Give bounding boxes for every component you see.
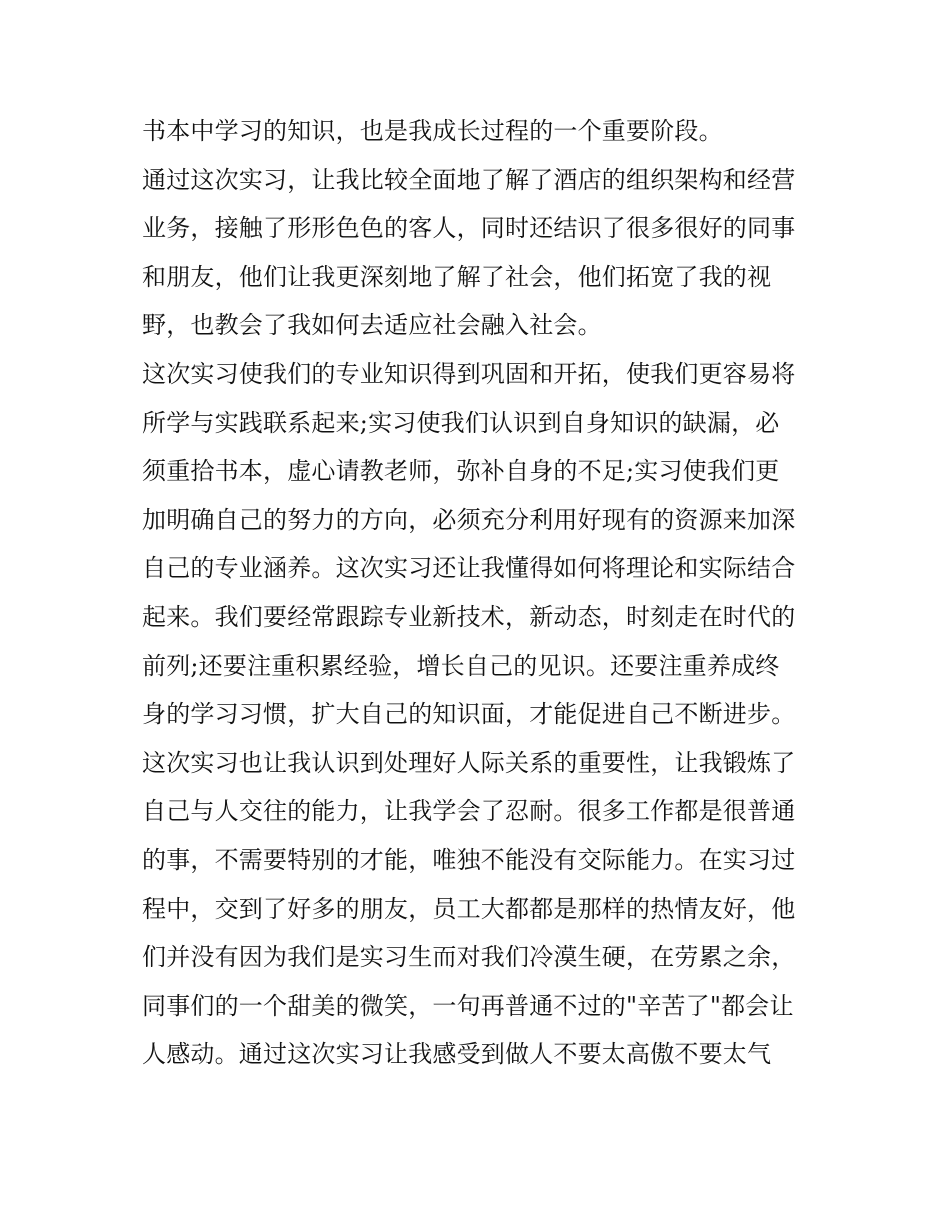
text-line: 同事们的一个甜美的微笑，一句再普通不过的"辛苦了"都会让 <box>142 991 794 1020</box>
text-line: 这次实习也让我认识到处理好人际关系的重要性，让我锻炼了 <box>142 748 796 777</box>
text-line: 自己的专业涵养。这次实习还让我懂得如何将理论和实际结合 <box>142 554 796 583</box>
text-line: 须重拾书本，虚心请教老师，弥补自身的不足;实习使我们更 <box>142 457 780 486</box>
text-line: 自己与人交往的能力，让我学会了忍耐。很多工作都是很普通 <box>142 797 796 826</box>
text-line: 程中，交到了好多的朋友，员工大都都是那样的热情友好，他 <box>142 894 796 923</box>
text-line: 的事，不需要特别的才能，唯独不能没有交际能力。在实习过 <box>142 845 796 874</box>
text-line: 加明确自己的努力的方向，必须充分利用好现有的资源来加深 <box>142 505 796 534</box>
text-line: 们并没有因为我们是实习生而对我们冷漠生硬，在劳累之余， <box>142 943 796 972</box>
text-line: 所学与实践联系起来;实习使我们认识到自身知识的缺漏，必 <box>142 408 780 437</box>
text-line: 业务，接触了形形色色的客人，同时还结识了很多很好的同事 <box>142 214 796 243</box>
text-line: 前列;还要注重积累经验，增长自己的见识。还要注重养成终 <box>142 651 780 680</box>
text-line: 这次实习使我们的专业知识得到巩固和开拓，使我们更容易将 <box>142 359 796 388</box>
text-line: 起来。我们要经常跟踪专业新技术，新动态，时刻走在时代的 <box>142 602 796 631</box>
body-text <box>142 107 832 1079</box>
text-line: 和朋友，他们让我更深刻地了解了社会，他们拓宽了我的视 <box>142 262 772 291</box>
text-line: 野，也教会了我如何去适应社会融入社会。 <box>142 311 602 340</box>
text-line: 书本中学习的知识，也是我成长过程的一个重要阶段。 <box>142 117 723 145</box>
text-line: 通过这次实习，让我比较全面地了解了酒店的组织架构和经营 <box>142 165 796 194</box>
text-line: 人感动。通过这次实习让我感受到做人不要太高傲不要太气 <box>142 1040 772 1069</box>
text-line: 身的学习习惯，扩大自己的知识面，才能促进自己不断进步。 <box>142 700 796 729</box>
